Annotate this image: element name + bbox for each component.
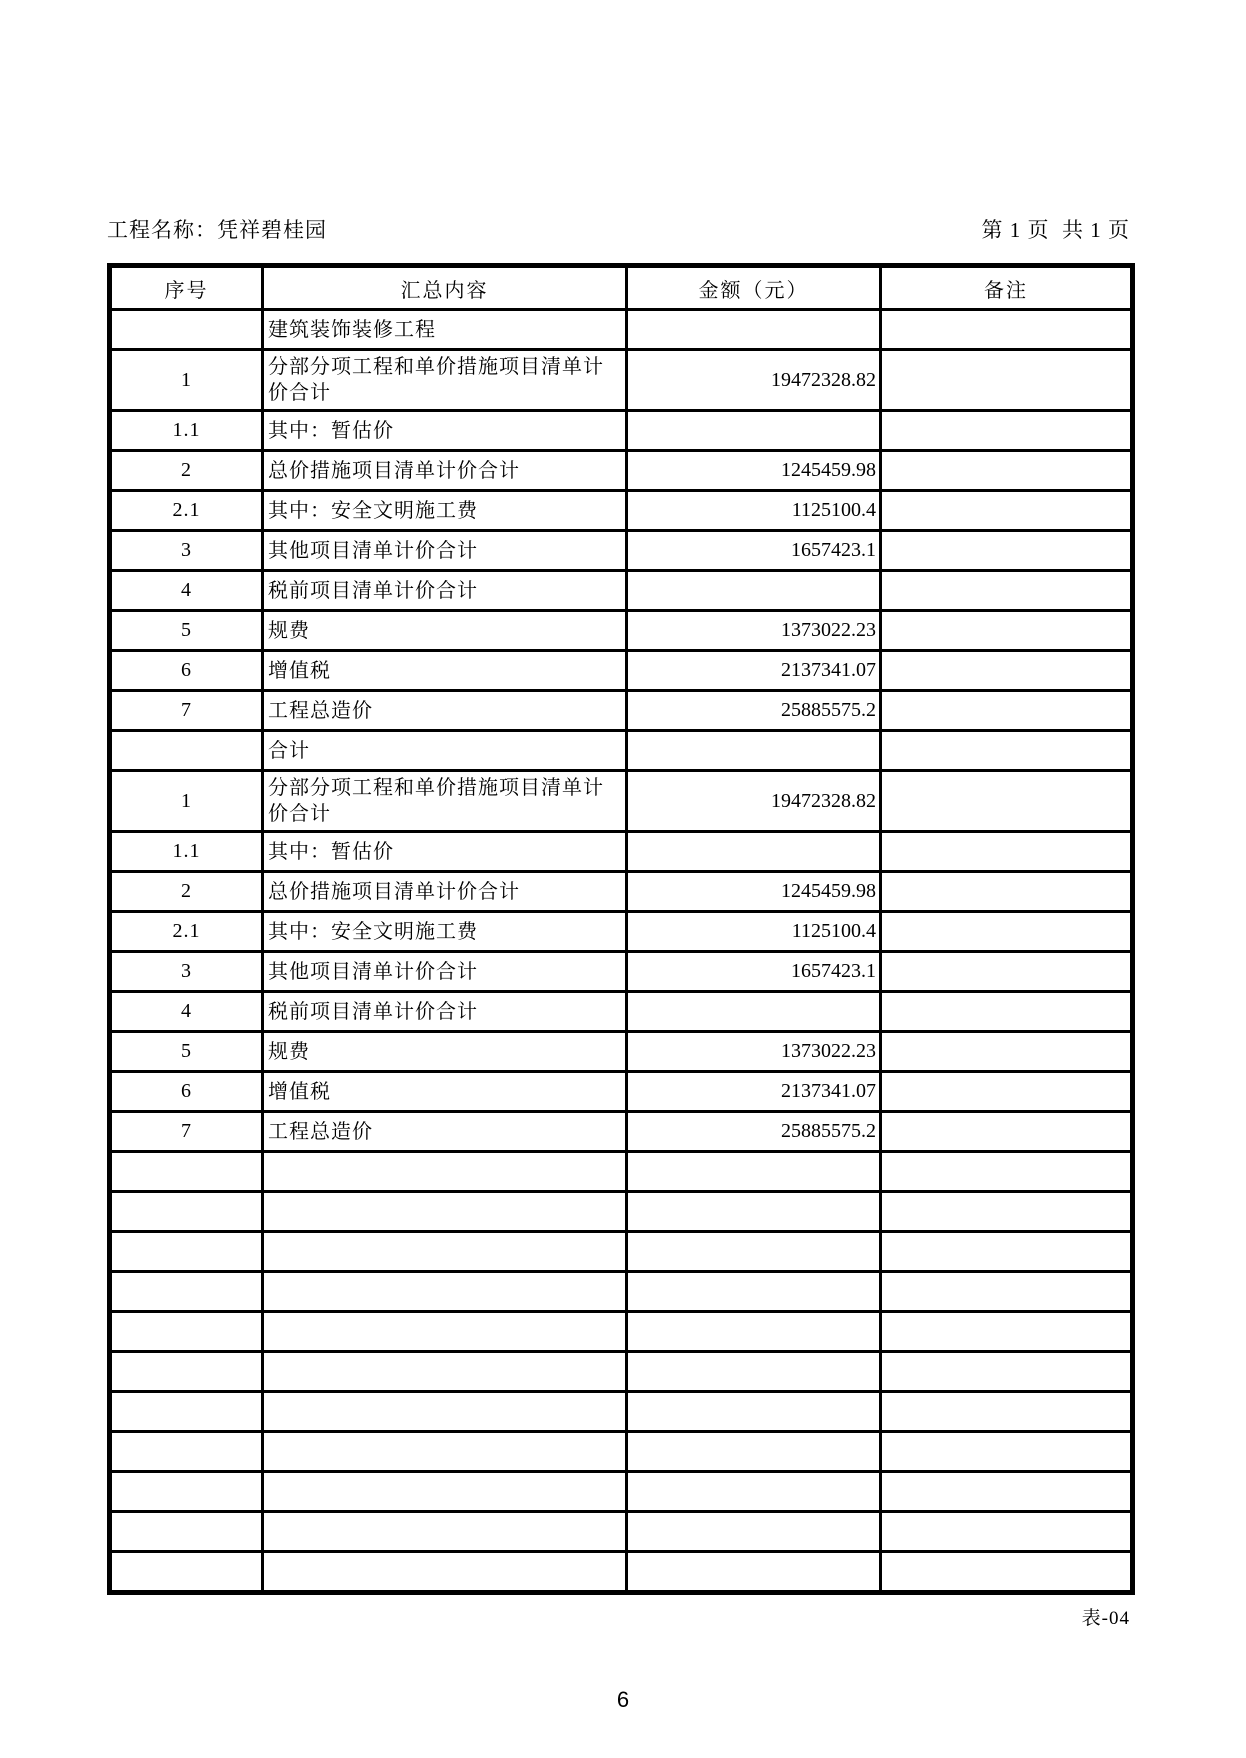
table-row	[110, 1432, 1133, 1472]
cell-amount: 1657423.1	[627, 531, 881, 571]
table-row	[110, 1152, 1133, 1192]
cell-note	[881, 1152, 1133, 1192]
column-header-content: 汇总内容	[263, 266, 627, 310]
table-row	[110, 611, 1133, 651]
cell-content: 其他项目清单计价合计	[263, 531, 627, 571]
cell-content: 总价措施项目清单计价合计	[263, 872, 627, 912]
cell-content: 工程总造价	[263, 691, 627, 731]
cell-note	[881, 731, 1133, 771]
cell-amount: 2137341.07	[627, 651, 881, 691]
cell-amount	[627, 1512, 881, 1552]
table-row	[110, 1312, 1133, 1352]
cell-content	[263, 1392, 627, 1432]
table-row	[110, 771, 1133, 832]
cell-note	[881, 491, 1133, 531]
cell-note	[881, 310, 1133, 350]
cell-amount	[627, 731, 881, 771]
cell-no: 2	[110, 451, 263, 491]
column-header-no: 序号	[110, 266, 263, 310]
table-row	[110, 1232, 1133, 1272]
cell-note	[881, 1512, 1133, 1552]
column-header-amount: 金额（元）	[627, 266, 881, 310]
cell-content	[263, 1232, 627, 1272]
cell-content: 其中：暂估价	[263, 411, 627, 451]
cell-content	[263, 1432, 627, 1472]
cell-content: 增值税	[263, 1072, 627, 1112]
cell-content: 其中：安全文明施工费	[263, 912, 627, 952]
cell-no	[110, 731, 263, 771]
cell-amount: 25885575.2	[627, 691, 881, 731]
table-row	[110, 310, 1133, 350]
cell-note	[881, 691, 1133, 731]
project-name-label: 工程名称：凭祥碧桂园	[107, 218, 327, 242]
cell-no	[110, 1472, 263, 1512]
cell-content: 分部分项工程和单价措施项目清单计价合计	[263, 771, 627, 832]
cell-note	[881, 1312, 1133, 1352]
table-row	[110, 571, 1133, 611]
cell-amount	[627, 1192, 881, 1232]
cell-no: 7	[110, 1112, 263, 1152]
cell-no: 4	[110, 992, 263, 1032]
table-row	[110, 1112, 1133, 1152]
table-row	[110, 411, 1133, 451]
cell-amount: 19472328.82	[627, 771, 881, 832]
cell-no	[110, 1192, 263, 1232]
table-row	[110, 912, 1133, 952]
cell-content: 建筑装饰装修工程	[263, 310, 627, 350]
cell-note	[881, 1192, 1133, 1232]
cell-no	[110, 1312, 263, 1352]
cell-amount	[627, 1432, 881, 1472]
table-row	[110, 992, 1133, 1032]
cell-note	[881, 992, 1133, 1032]
cell-content	[263, 1272, 627, 1312]
cell-no: 5	[110, 611, 263, 651]
cell-note	[881, 451, 1133, 491]
cell-no	[110, 310, 263, 350]
cell-content: 总价措施项目清单计价合计	[263, 451, 627, 491]
table-row	[110, 1512, 1133, 1552]
cell-content	[263, 1512, 627, 1552]
cell-amount	[627, 1152, 881, 1192]
table-row	[110, 1552, 1133, 1593]
cell-note	[881, 531, 1133, 571]
cell-content	[263, 1352, 627, 1392]
cell-amount: 1125100.4	[627, 912, 881, 952]
cell-amount	[627, 1392, 881, 1432]
cell-amount	[627, 1352, 881, 1392]
cell-content: 规费	[263, 1032, 627, 1072]
table-row	[110, 1352, 1133, 1392]
cell-note	[881, 350, 1133, 411]
cell-note	[881, 1552, 1133, 1593]
cell-content	[263, 1152, 627, 1192]
cell-content: 税前项目清单计价合计	[263, 992, 627, 1032]
page-info-label: 第 1 页 共 1 页	[981, 218, 1130, 242]
document-header	[107, 214, 1130, 244]
table-row	[110, 691, 1133, 731]
cell-note	[881, 1072, 1133, 1112]
cell-amount: 1245459.98	[627, 451, 881, 491]
cell-note	[881, 651, 1133, 691]
cell-content: 其他项目清单计价合计	[263, 952, 627, 992]
cell-no	[110, 1552, 263, 1593]
table-row	[110, 1072, 1133, 1112]
cell-content	[263, 1552, 627, 1593]
table-row	[110, 1472, 1133, 1512]
cell-no: 6	[110, 651, 263, 691]
cell-no: 4	[110, 571, 263, 611]
table-row	[110, 1032, 1133, 1072]
cell-content: 分部分项工程和单价措施项目清单计价合计	[263, 350, 627, 411]
cell-amount	[627, 571, 881, 611]
table-row	[110, 451, 1133, 491]
table-header-row	[110, 266, 1133, 310]
cell-content	[263, 1472, 627, 1512]
cost-summary-table	[107, 263, 1135, 1595]
cell-amount	[627, 992, 881, 1032]
cell-note	[881, 1432, 1133, 1472]
cell-note	[881, 1392, 1133, 1432]
table-row	[110, 832, 1133, 872]
column-header-note: 备注	[881, 266, 1133, 310]
table-row	[110, 872, 1133, 912]
table-row	[110, 731, 1133, 771]
cell-content: 其中：安全文明施工费	[263, 491, 627, 531]
cell-amount	[627, 1232, 881, 1272]
table-row	[110, 1272, 1133, 1312]
cell-no: 2.1	[110, 912, 263, 952]
cell-no	[110, 1392, 263, 1432]
table-body	[110, 310, 1133, 1593]
cell-amount: 2137341.07	[627, 1072, 881, 1112]
cell-amount	[627, 1272, 881, 1312]
table-row	[110, 491, 1133, 531]
cell-amount	[627, 1472, 881, 1512]
cell-no: 1.1	[110, 832, 263, 872]
cell-no	[110, 1152, 263, 1192]
cell-no: 3	[110, 531, 263, 571]
cell-no: 1.1	[110, 411, 263, 451]
cell-no: 5	[110, 1032, 263, 1072]
cell-no	[110, 1232, 263, 1272]
cell-content: 规费	[263, 611, 627, 651]
cell-no	[110, 1432, 263, 1472]
table-row	[110, 952, 1133, 992]
cell-note	[881, 611, 1133, 651]
page-number: 6	[616, 1687, 630, 1712]
cell-content: 合计	[263, 731, 627, 771]
cell-note	[881, 1232, 1133, 1272]
cell-no	[110, 1512, 263, 1552]
cell-no: 7	[110, 691, 263, 731]
table-row	[110, 1192, 1133, 1232]
cell-note	[881, 1112, 1133, 1152]
cell-amount	[627, 832, 881, 872]
table-row	[110, 350, 1133, 411]
cell-note	[881, 771, 1133, 832]
cell-no: 2	[110, 872, 263, 912]
cell-content: 其中：暂估价	[263, 832, 627, 872]
cell-amount	[627, 310, 881, 350]
cell-no: 6	[110, 1072, 263, 1112]
cell-no	[110, 1272, 263, 1312]
cell-no: 3	[110, 952, 263, 992]
cell-amount	[627, 411, 881, 451]
cell-content: 税前项目清单计价合计	[263, 571, 627, 611]
cell-amount: 1373022.23	[627, 1032, 881, 1072]
table-row	[110, 1392, 1133, 1432]
cell-note	[881, 872, 1133, 912]
cell-amount: 1245459.98	[627, 872, 881, 912]
table-row	[110, 651, 1133, 691]
cell-content: 增值税	[263, 651, 627, 691]
cell-note	[881, 1352, 1133, 1392]
cell-note	[881, 832, 1133, 872]
form-code-label: 表-04	[1081, 1608, 1130, 1629]
cell-no: 1	[110, 350, 263, 411]
cell-content: 工程总造价	[263, 1112, 627, 1152]
cell-amount	[627, 1552, 881, 1593]
cell-amount	[627, 1312, 881, 1352]
cell-amount: 19472328.82	[627, 350, 881, 411]
cell-no	[110, 1352, 263, 1392]
cell-note	[881, 1472, 1133, 1512]
cell-amount: 1125100.4	[627, 491, 881, 531]
cell-note	[881, 571, 1133, 611]
cell-note	[881, 1032, 1133, 1072]
cell-no: 1	[110, 771, 263, 832]
cell-note	[881, 912, 1133, 952]
cell-note	[881, 1272, 1133, 1312]
cell-note	[881, 952, 1133, 992]
cell-content	[263, 1312, 627, 1352]
cell-amount: 1657423.1	[627, 952, 881, 992]
cell-amount: 25885575.2	[627, 1112, 881, 1152]
table-row	[110, 531, 1133, 571]
cell-no: 2.1	[110, 491, 263, 531]
cell-content	[263, 1192, 627, 1232]
cell-amount: 1373022.23	[627, 611, 881, 651]
cell-note	[881, 411, 1133, 451]
